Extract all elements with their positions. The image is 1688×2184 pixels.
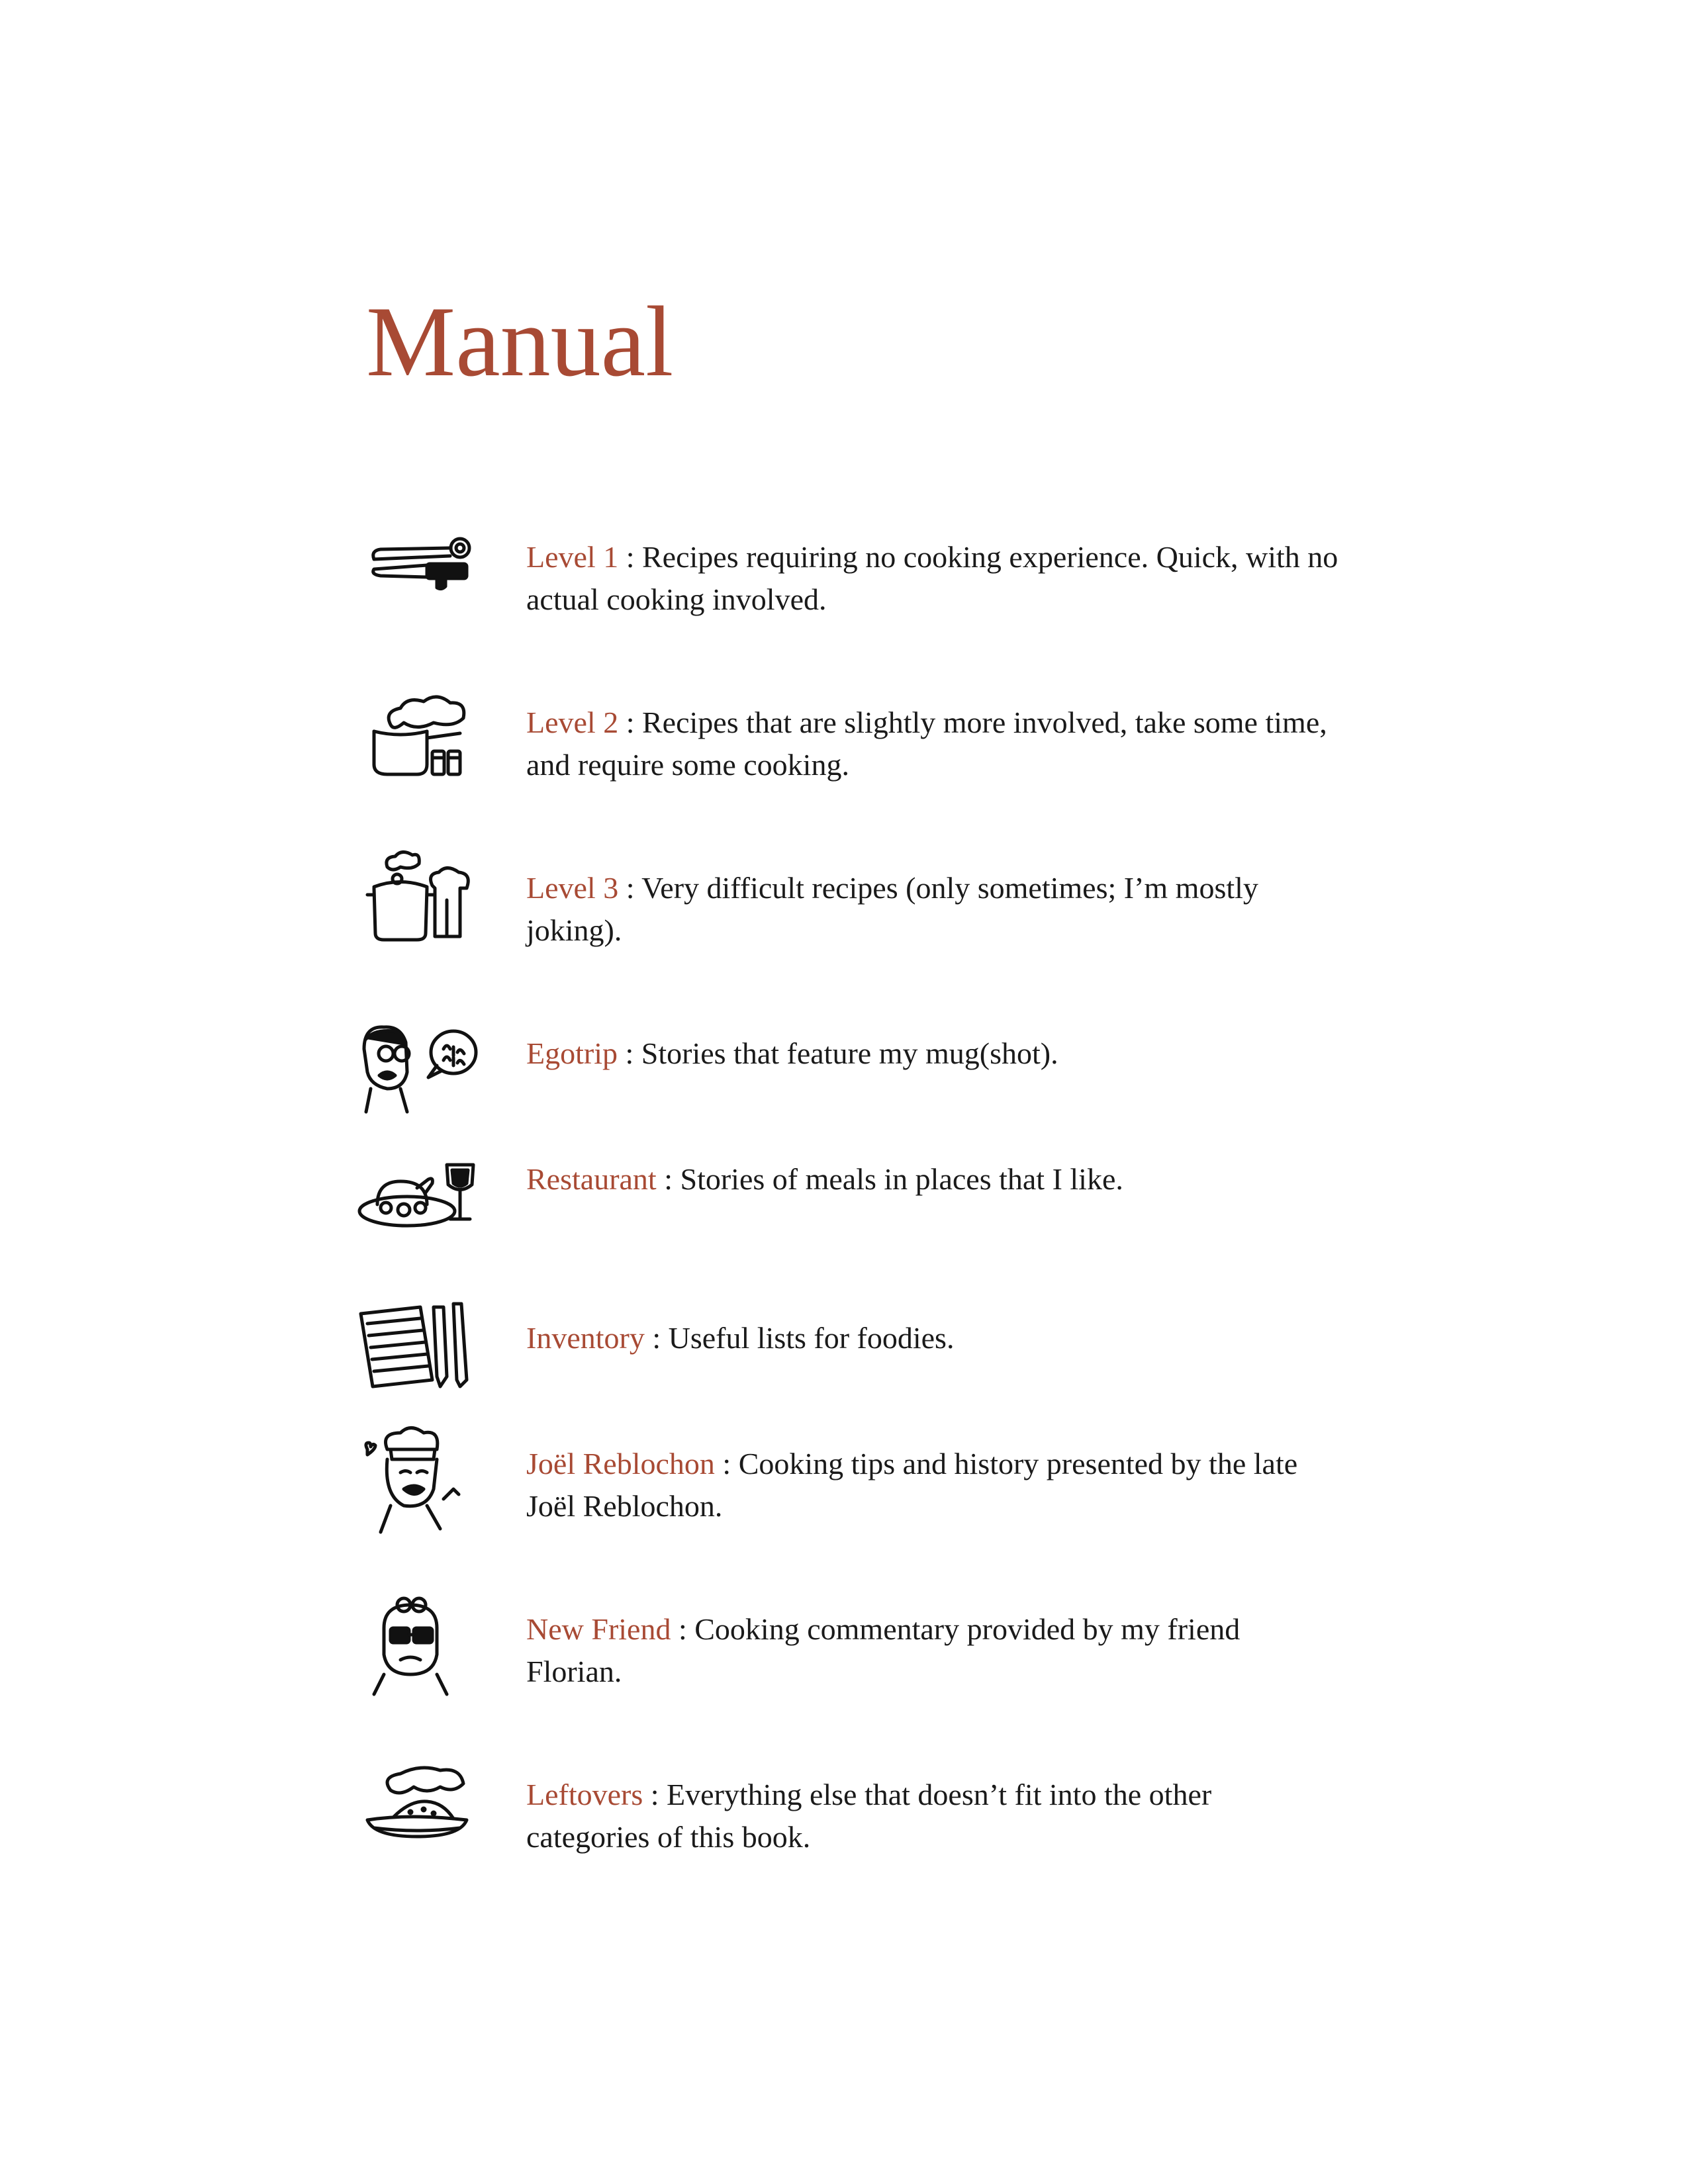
- manual-entry-restaurant: Restaurant : Stories of meals in places that I like.: [354, 1138, 1347, 1271]
- entry-text: Stories of meals in places that I like.: [680, 1162, 1123, 1196]
- manual-entry-level-2: Level 2 : Recipes that are slightly more involved, take some time, and require some cooking.: [354, 682, 1347, 814]
- entry-text: Recipes that are slightly more involved, take some time, and require some cooking.: [526, 705, 1327, 782]
- entry-text: Very difficult recipes (only sometimes; I’m mostly joking).: [526, 871, 1258, 947]
- entry-label: Level 1: [526, 540, 619, 574]
- saucepan-icon: [354, 682, 480, 807]
- entry-label: Leftovers: [526, 1778, 643, 1811]
- entry-label: Inventory: [526, 1321, 645, 1355]
- author-bla-bla-icon: [354, 1013, 480, 1138]
- entry-text: Cooking tips and history presented by the late Joël Reblochon.: [526, 1447, 1298, 1523]
- pot-chef-hat-icon: [354, 847, 480, 973]
- knife-spoon-icon: [354, 516, 480, 642]
- entry-text: Recipes requiring no cooking experience. Quick, with no actual cooking involved.: [526, 540, 1338, 616]
- friend-glasses-icon: [354, 1588, 480, 1714]
- manual-entry-new-friend: New Friend : Cooking commentary provided by my friend Florian.: [354, 1588, 1347, 1721]
- entry-label: Level 3: [526, 871, 619, 905]
- entry-text: Everything else that doesn’t fit into the other categories of this book.: [526, 1778, 1212, 1854]
- chef-character-icon: [354, 1423, 480, 1549]
- entry-label: Level 2: [526, 705, 619, 739]
- entry-text: Useful lists for foodies.: [668, 1321, 955, 1355]
- entry-label: Joël Reblochon: [526, 1447, 715, 1480]
- entry-label: Restaurant: [526, 1162, 657, 1196]
- entry-text: Cooking commentary provided by my friend Florian.: [526, 1612, 1241, 1688]
- entry-text: Stories that feature my mug(shot).: [641, 1036, 1058, 1070]
- steaming-plate-icon: [354, 1754, 480, 1880]
- notepad-pens-icon: [354, 1297, 480, 1423]
- manual-entry-inventory: Inventory : Useful lists for foodies.: [354, 1297, 1347, 1430]
- manual-entry-joel-reblochon: Joël Reblochon : Cooking tips and history presented by the late Joël Reblochon.: [354, 1423, 1347, 1555]
- manual-entry-egotrip: Egotrip : Stories that feature my mug(shot).: [354, 1013, 1347, 1145]
- entry-label: New Friend: [526, 1612, 671, 1646]
- roast-chicken-wine-icon: [354, 1138, 480, 1264]
- entry-label: Egotrip: [526, 1036, 618, 1070]
- manual-entry-level-3: Level 3 : Very difficult recipes (only sometimes; I’m mostly joking).: [354, 847, 1347, 979]
- manual-entry-level-1: Level 1 : Recipes requiring no cooking experience. Quick, with no actual cooking involved.: [354, 516, 1347, 649]
- manual-entry-leftovers: Leftovers : Everything else that doesn’t fit into the other categories of this book.: [354, 1754, 1347, 1886]
- page-title: Manual: [366, 286, 674, 397]
